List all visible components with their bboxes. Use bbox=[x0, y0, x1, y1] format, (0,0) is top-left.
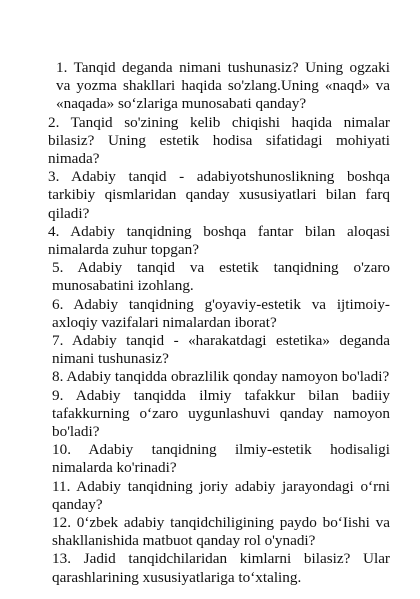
question-item-7: 7. Adabiy tanqid - «harakatdagi estetika» deganda nimani tushunasiz? bbox=[52, 332, 390, 368]
question-item-6: 6. Adabiy tanqidning g'oyaviy-estetik va ijtimoiy-axloqiy vazifalari nimalardan iborat? bbox=[52, 295, 390, 331]
question-list bbox=[48, 59, 390, 587]
question-item-3: 3. Adabiy tanqid - adabiyotshunoslikning boshqa tarkibiy qismlaridan qanday xususiyatlari bilan farq qiladi? bbox=[48, 168, 390, 222]
question-item-12: 12. 0‘zbek adabiy tanqidchiligining paydo bo‘Iishi va shakllanishida matbuot qanday rol o'ynadi? bbox=[52, 514, 390, 550]
question-item-11: 11. Adabiy tanqidning joriy adabiy jarayondagi o‘rni qanday? bbox=[52, 477, 390, 513]
question-item-4: 4. Adabiy tanqidning boshqa fantar bilan aloqasi nimalarda zuhur topgan? bbox=[48, 222, 390, 259]
question-item-5: 5. Adabiy tanqid va estetik tanqidning o'zaro munosabatini izohlang. bbox=[52, 259, 390, 295]
question-item-2: 2. Tanqid so'zining kelib chiqishi haqida nimalar bilasiz? Uning estetik hodisa sifatidagi mohiyati nimada? bbox=[48, 113, 390, 168]
question-item-8: 8. Adabiy tanqidda obrazlilik qonday namoyon bo'ladi? bbox=[52, 368, 390, 386]
question-item-1: 1. Tanqid deganda nimani tushunasiz? Uning ogzaki va yozma shakllari haqida so'zlang.Uning «naqd» va «naqada» so‘zlariga munosabati qanday? bbox=[56, 59, 390, 113]
question-item-13: 13. Jadid tanqidchilaridan kimlarni bilasiz? Ular qarashlarining xususiyatlariga to‘xtaling. bbox=[52, 550, 390, 586]
question-item-9: 9. Adabiy tanqidda ilmiy tafakkur bilan badiiy tafakkurning o‘zaro uygunlashuvi qanday namoyon bo'ladi? bbox=[52, 386, 390, 441]
question-item-10: 10. Adabiy tanqidning ilmiy-estetik hodisaligi nimalarda ko'rinadi? bbox=[52, 441, 390, 477]
